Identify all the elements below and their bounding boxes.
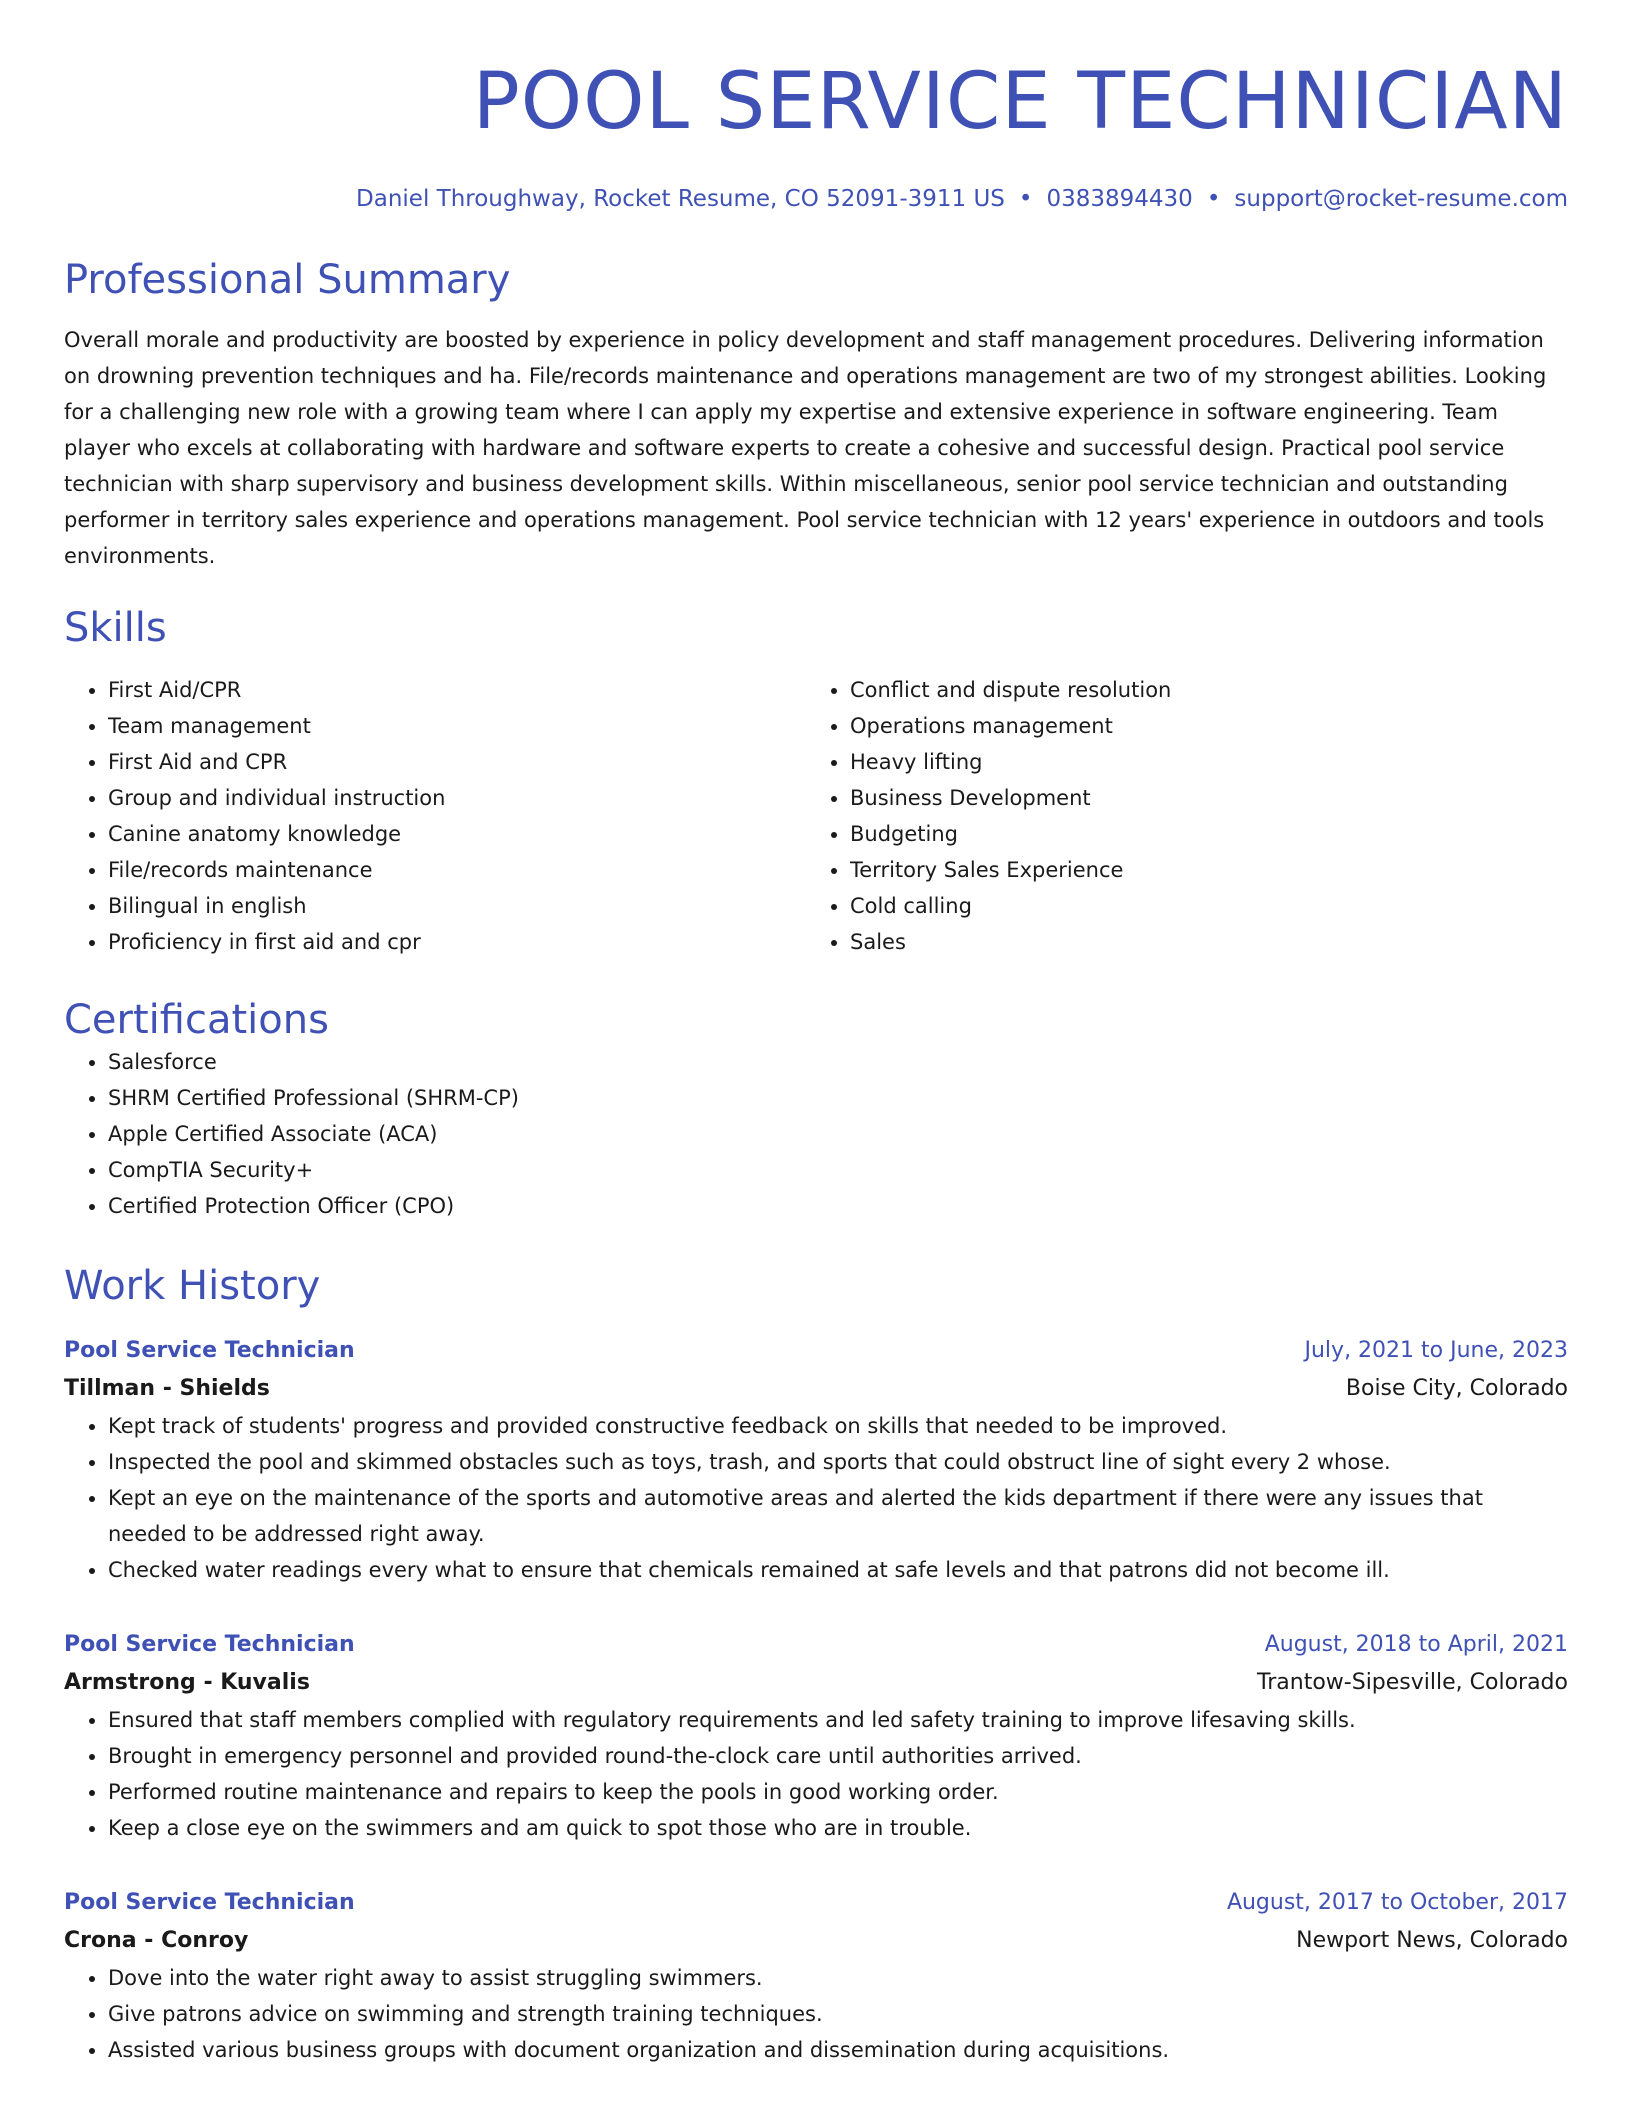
skills-list-right (806, 672, 1548, 960)
job-company-row (64, 1370, 1568, 1408)
job-entry (64, 1332, 1568, 1588)
job-company-row (64, 1664, 1568, 1702)
job-location: Trantow-Sipesville, Colorado (1257, 1670, 1568, 1695)
job-company: Crona - Conroy (64, 1928, 249, 1953)
job-duties-list (64, 1960, 1568, 2068)
contact-line (64, 184, 1568, 214)
job-duties-list (64, 1408, 1568, 1588)
skills-heading: Skills (64, 605, 167, 651)
certification-item: • CompTIA Security+ (108, 1152, 1568, 1188)
job-entry (64, 1626, 1568, 1846)
certification-item: • Salesforce (108, 1044, 1568, 1080)
work-history-heading: Work History (64, 1263, 321, 1309)
skill-item: • Budgeting (850, 816, 1548, 852)
job-duty: • Performed routine maintenance and repairs to keep the pools in good working order. (108, 1774, 1568, 1810)
skills-column-right (806, 672, 1548, 960)
job-duty: • Keep a close eye on the swimmers and am quick to spot those who are in trouble. (108, 1810, 1568, 1846)
skills-column-left (64, 672, 806, 960)
skill-item: • Group and individual instruction (108, 780, 806, 816)
summary-text: Overall morale and productivity are boosted by experience in policy development and staff management procedures. Delivering information on drowning prevention techniques and ha. File/records maintenance and operations management are two of my strongest abilities. Looking for a challenging new role with a growing team where I can apply my expertise and extensive experience in software engineering. Team player who excels at collaborating with hardware and software experts to create a cohesive and successful design. Practical pool service technician with sharp supervisory and business development skills. Within miscellaneous, senior pool service technician and outstanding performer in territory sales experience and operations management. Pool service technician with 12 years' experience in outdoors and tools environments. (64, 328, 1547, 568)
skill-item: • First Aid and CPR (108, 744, 806, 780)
skill-item: • File/records maintenance (108, 852, 806, 888)
resume-title: POOL SERVICE TECHNICIAN (472, 57, 1568, 147)
skill-item: • Canine anatomy knowledge (108, 816, 806, 852)
job-header-row (64, 1884, 1568, 1922)
job-duty: • Give patrons advice on swimming and strength training techniques. (108, 1996, 1568, 2032)
job-company: Armstrong - Kuvalis (64, 1670, 310, 1695)
certification-item: • Certified Protection Officer (CPO) (108, 1188, 1568, 1224)
job-entry (64, 1884, 1568, 2068)
job-company-row (64, 1922, 1568, 1960)
contact-separator: • (1018, 186, 1033, 212)
job-header-row (64, 1332, 1568, 1370)
job-dates: July, 2021 to June, 2023 (1304, 1338, 1568, 1363)
job-location: Newport News, Colorado (1296, 1928, 1568, 1953)
skill-item: • Heavy lifting (850, 744, 1548, 780)
skills-list-left (64, 672, 806, 960)
skill-item: • Cold calling (850, 888, 1548, 924)
job-duty: • Kept track of students' progress and provided constructive feedback on skills that needed to be improved. (108, 1408, 1568, 1444)
certification-item: • Apple Certified Associate (ACA) (108, 1116, 1568, 1152)
job-location: Boise City, Colorado (1345, 1376, 1568, 1401)
job-role: Pool Service Technician (64, 1890, 355, 1915)
job-duty: • Checked water readings every what to ensure that chemicals remained at safe levels and that patrons did not become ill. (108, 1552, 1568, 1588)
contact-email[interactable]: support@rocket-resume.com (1234, 186, 1568, 212)
skill-item: • Conflict and dispute resolution (850, 672, 1548, 708)
skill-item: • Business Development (850, 780, 1548, 816)
certifications-list (64, 1044, 1568, 1224)
job-company: Tillman - Shields (64, 1376, 270, 1401)
skill-item: • Sales (850, 924, 1548, 960)
summary-heading: Professional Summary (64, 257, 511, 303)
job-duties-list (64, 1702, 1568, 1846)
job-dates: August, 2017 to October, 2017 (1226, 1890, 1568, 1915)
skill-item: • First Aid/CPR (108, 672, 806, 708)
job-dates: August, 2018 to April, 2021 (1264, 1632, 1568, 1657)
job-duty: • Kept an eye on the maintenance of the sports and automotive areas and alerted the kids department if there were any issues that needed to be addressed right away. (108, 1480, 1568, 1552)
skill-item: • Operations management (850, 708, 1548, 744)
skill-item: • Team management (108, 708, 806, 744)
job-role: Pool Service Technician (64, 1632, 355, 1657)
skill-item: • Territory Sales Experience (850, 852, 1548, 888)
contact-separator: • (1206, 186, 1221, 212)
job-duty: • Assisted various business groups with document organization and dissemination during acquisitions. (108, 2032, 1568, 2068)
job-header-row (64, 1626, 1568, 1664)
job-role: Pool Service Technician (64, 1338, 355, 1363)
contact-phone: 0383894430 (1046, 186, 1193, 212)
skill-item: • Proficiency in first aid and cpr (108, 924, 806, 960)
certifications-heading: Certifications (64, 997, 329, 1043)
job-duty: • Dove into the water right away to assist struggling swimmers. (108, 1960, 1568, 1996)
certification-item: • SHRM Certified Professional (SHRM-CP) (108, 1080, 1568, 1116)
job-duty: • Inspected the pool and skimmed obstacles such as toys, trash, and sports that could obstruct line of sight every 2 whose. (108, 1444, 1568, 1480)
job-duty: • Ensured that staff members complied with regulatory requirements and led safety training to improve lifesaving skills. (108, 1702, 1568, 1738)
job-duty: • Brought in emergency personnel and provided round-the-clock care until authorities arrived. (108, 1738, 1568, 1774)
skill-item: • Bilingual in english (108, 888, 806, 924)
skills-grid (64, 672, 1568, 960)
contact-address: Daniel Throughway, Rocket Resume, CO 52091-3911 US (356, 186, 1005, 212)
